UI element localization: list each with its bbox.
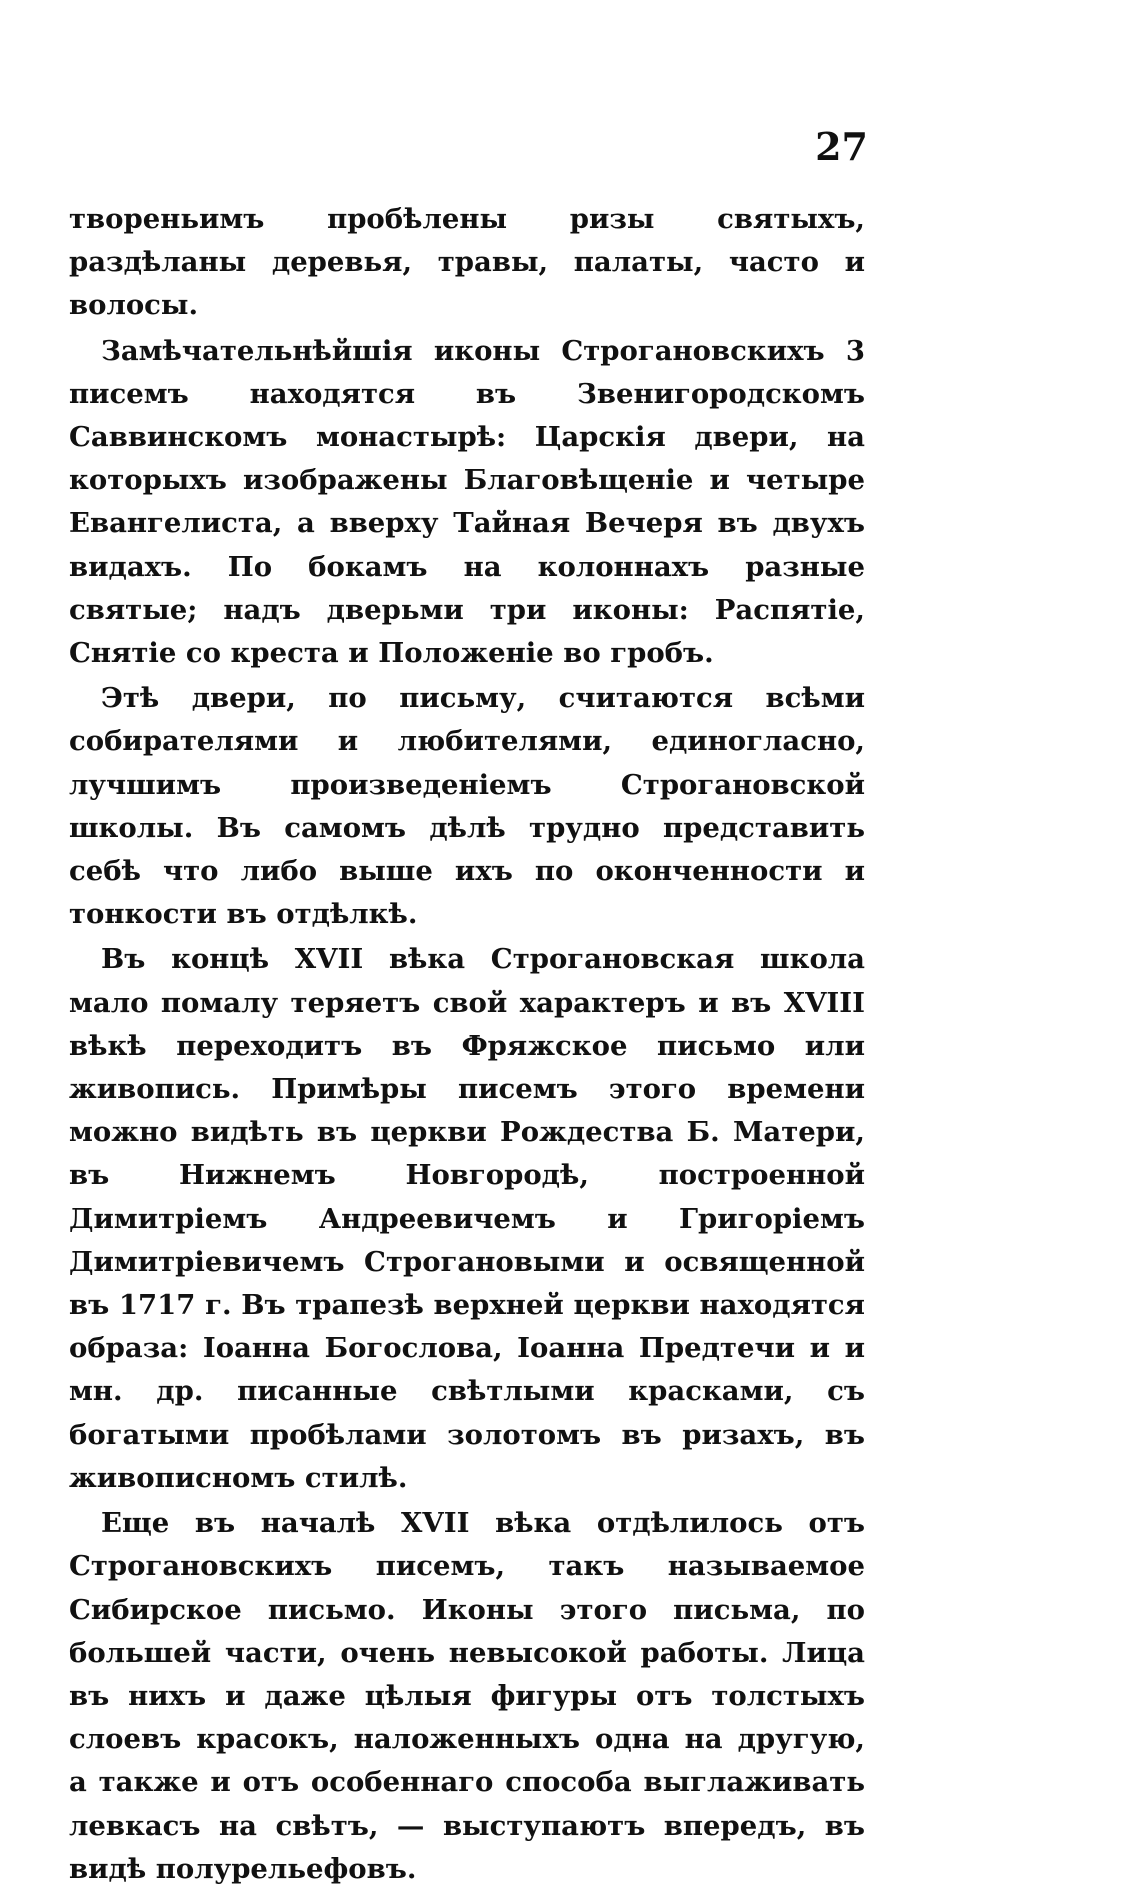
paragraph-3: Этѣ двери, по письму, считаются всѣми собирателями и любителями, единогласно, лучшимъ произведеніемъ Строгановской школы. Въ самомъ дѣлѣ трудно представить себѣ что либо выше ихъ по оконченности и тонкости въ отдѣлкѣ. [69, 682, 865, 931]
page-number: 27 [815, 124, 868, 169]
paragraph-1: твореньимъ пробѣлены ризы святыхъ, раздѣланы деревья, травы, палаты, часто и волосы. [69, 203, 865, 322]
paragraph-5: Еще въ началѣ XVII вѣка отдѣлилось отъ Строгановскихъ писемъ, такъ называемое Сибирское письмо. Иконы этого письма, по большей части, очень невысокой работы. Лица въ нихъ и даже цѣлыя фигуры отъ толстыхъ слоевъ красокъ, наложенныхъ одна на другую, а также и отъ особеннаго способа выглаживать левкасъ на свѣтъ, — выступаютъ впередъ, въ видѣ полурельефовъ. [69, 1507, 865, 1885]
body-text [69, 198, 865, 1893]
paragraph-2: Замѣчательнѣйшія иконы Строгановскихъ 3 писемъ находятся въ Звенигородскомъ Саввинскомъ монастырѣ: Царскія двери, на которыхъ изображены Благовѣщеніе и четыре Евангелиста, а вверху Тайная Вечеря въ двухъ видахъ. По бокамъ на колоннахъ разные святые; надъ дверьми три иконы: Распятіе, Снятіе со креста и Положеніе во гробъ. [69, 334, 865, 670]
paragraph-4: Въ концѣ XVII вѣка Строгановская школа мало помалу теряетъ свой характеръ и въ XVIII вѣкѣ переходитъ въ Фряжское письмо или живопись. Примѣры писемъ этого времени можно видѣть въ церкви Рождества Б. Матери, въ Нижнемъ Новгородѣ, построенной Димитріемъ Андреевичемъ и Григоріемъ Димитріевичемъ Строгановыми и освященной въ 1717 г. Въ трапезѣ верхней церкви находятся образа: Іоанна Богослова, Іоанна Предтечи и и мн. др. писанные свѣтлыми красками, съ богатыми пробѣлами золотомъ въ ризахъ, въ живописномъ стилѣ. [69, 943, 865, 1494]
